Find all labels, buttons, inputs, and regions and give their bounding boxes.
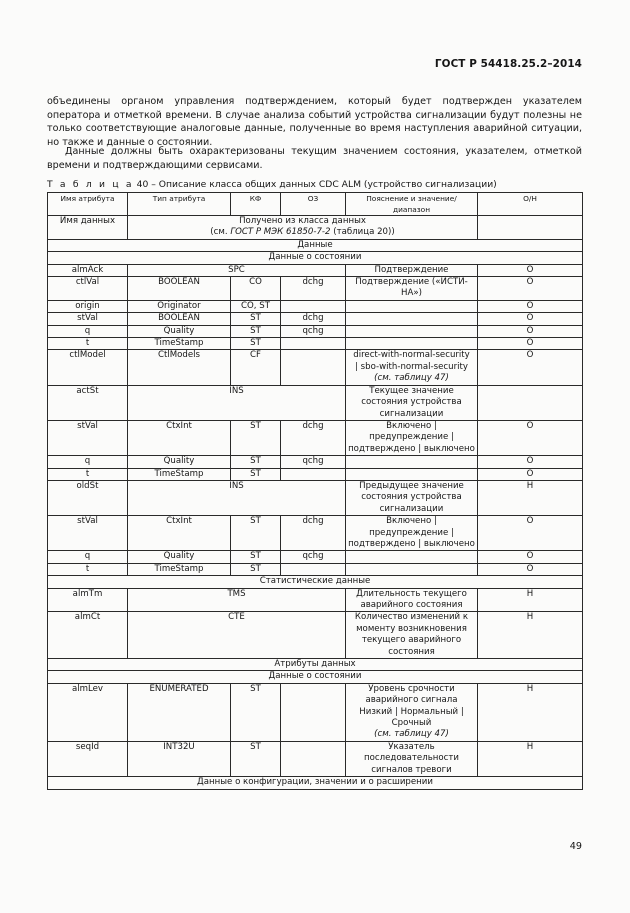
table-row <box>48 325 583 337</box>
cell-desc: Подтверждение («ИСТИ-НА») <box>346 277 478 301</box>
empty-cell <box>346 551 478 563</box>
desc-table-ref: (см. таблицу 47) <box>374 373 449 384</box>
cell-desc: Указатель последовательности сигналов тревоги <box>346 741 478 776</box>
cell-type: CtxInt <box>128 420 231 455</box>
empty-cell <box>346 456 478 468</box>
cell-fc: ST <box>231 338 281 350</box>
cell-name: almLev <box>48 683 128 741</box>
cell-type: BOOLEAN <box>128 313 231 325</box>
cell-type: INS <box>128 385 346 420</box>
cell-fc: ST <box>231 456 281 468</box>
empty-cell <box>478 385 583 420</box>
desc-line-3 <box>348 373 475 384</box>
derivation-standard-ref: ГОСТ Р МЭК 61850-7-2 <box>230 227 331 238</box>
section-row <box>48 252 583 264</box>
cell-name: t <box>48 468 128 480</box>
cell-type: Quality <box>128 551 231 563</box>
cell-type: INS <box>128 480 346 515</box>
cell-name: stVal <box>48 516 128 551</box>
section-configuration: Данные о конфигурации, значении и о расширении <box>48 777 583 789</box>
cell-type: CtlModels <box>128 350 231 385</box>
cell-name: stVal <box>48 313 128 325</box>
header-attribute-type: Тип атрибута <box>128 193 231 216</box>
cell-name: q <box>48 456 128 468</box>
table-caption-prefix: Т а б л и ц а <box>47 179 134 190</box>
table-caption <box>47 179 497 190</box>
cell-mo: H <box>478 612 583 659</box>
cell-mo: O <box>478 516 583 551</box>
cell-desc <box>346 683 478 741</box>
cell-desc: Подтверждение <box>346 264 478 276</box>
cell-mo: O <box>478 325 583 337</box>
cell-type: CTE <box>128 612 346 659</box>
empty-cell <box>281 468 346 480</box>
header-description: Пояснение и значение/диапазон <box>346 193 478 216</box>
cell-mo: O <box>478 264 583 276</box>
header-attribute-name: Имя атрибута <box>48 193 128 216</box>
section-row <box>48 576 583 588</box>
cell-trg: qchg <box>281 551 346 563</box>
cell-fc: ST <box>231 468 281 480</box>
empty-cell <box>346 313 478 325</box>
cell-trg: dchg <box>281 313 346 325</box>
section-status-1: Данные о состоянии <box>48 252 583 264</box>
table-caption-text: 40 – Описание класса общих данных CDC ALM (устройство сигнализации) <box>133 179 497 190</box>
desc-line-1: direct-with-normal-security <box>353 350 470 361</box>
table-row <box>48 385 583 420</box>
table-row <box>48 683 583 741</box>
desc-line-2: | sbo-with-normal-security <box>355 361 468 372</box>
cell-mo: O <box>478 468 583 480</box>
cell-desc: Предыдущее значение состояния устройства сигнализации <box>346 480 478 515</box>
cell-type: Quality <box>128 456 231 468</box>
empty-cell <box>346 325 478 337</box>
cell-name: almCt <box>48 612 128 659</box>
cell-mo: O <box>478 338 583 350</box>
cell-mo: H <box>478 588 583 612</box>
header-trigger-options: ОЗ <box>281 193 346 216</box>
cell-fc: ST <box>231 551 281 563</box>
empty-cell <box>281 300 346 312</box>
table-row <box>48 264 583 276</box>
header-mandatory-optional: О/Н <box>478 193 583 216</box>
section-row <box>48 659 583 671</box>
cell-fc: ST <box>231 313 281 325</box>
cell-fc: ST <box>231 683 281 741</box>
empty-cell <box>478 216 583 240</box>
desc-line-3 <box>348 729 475 740</box>
section-data-attributes: Атрибуты данных <box>48 659 583 671</box>
cell-name: actSt <box>48 385 128 420</box>
cell-mo: H <box>478 683 583 741</box>
cell-trg: dchg <box>281 516 346 551</box>
cell-mo: H <box>478 741 583 776</box>
cell-fc: CO <box>231 277 281 301</box>
empty-cell <box>346 563 478 575</box>
data-name-derivation <box>128 216 478 240</box>
cell-name: oldSt <box>48 480 128 515</box>
cell-type: TMS <box>128 588 346 612</box>
page-number: 49 <box>569 841 582 852</box>
empty-cell <box>281 338 346 350</box>
empty-cell <box>281 741 346 776</box>
empty-cell <box>346 300 478 312</box>
table-row <box>48 420 583 455</box>
derivation-post: (таблица 20)) <box>330 227 395 238</box>
cell-trg: dchg <box>281 420 346 455</box>
header-functional-constraint: КФ <box>231 193 281 216</box>
section-row <box>48 239 583 251</box>
cell-trg: qchg <box>281 325 346 337</box>
cell-mo: O <box>478 551 583 563</box>
cell-type: TimeStamp <box>128 468 231 480</box>
desc-line-1: Уровень срочности аварийного сигнала <box>365 683 458 706</box>
table-row <box>48 480 583 515</box>
desc-line-2: Низкий | Нормальный | Срочный <box>359 706 464 729</box>
cell-name: q <box>48 325 128 337</box>
table-row <box>48 313 583 325</box>
cell-type: CtxInt <box>128 516 231 551</box>
empty-cell <box>281 683 346 741</box>
cell-type: Originator <box>128 300 231 312</box>
cell-fc: CO, ST <box>231 300 281 312</box>
cell-desc: Включено | предупреждение | подтверждено | выключено <box>346 516 478 551</box>
table-row <box>48 468 583 480</box>
cell-fc: ST <box>231 325 281 337</box>
table-row <box>48 300 583 312</box>
table-row <box>48 741 583 776</box>
cell-name: almAck <box>48 264 128 276</box>
cell-name: stVal <box>48 420 128 455</box>
empty-cell <box>346 468 478 480</box>
cell-desc: Длительность текущего аварийного состояния <box>346 588 478 612</box>
cell-type: Quality <box>128 325 231 337</box>
cell-name: origin <box>48 300 128 312</box>
data-name-row <box>48 216 583 240</box>
table-row <box>48 588 583 612</box>
empty-cell <box>281 563 346 575</box>
cell-type: SPC <box>128 264 346 276</box>
section-statistics: Статистические данные <box>48 576 583 588</box>
cell-desc: Включено | предупреждение | подтверждено | выключено <box>346 420 478 455</box>
table-row <box>48 516 583 551</box>
cell-name: t <box>48 563 128 575</box>
cell-mo: O <box>478 456 583 468</box>
table-row <box>48 350 583 385</box>
cell-fc: ST <box>231 741 281 776</box>
document-id: ГОСТ Р 54418.25.2–2014 <box>434 58 582 70</box>
section-row <box>48 671 583 683</box>
empty-cell <box>281 350 346 385</box>
paragraph-1: объединены органом управления подтверждением, который будет подтвержден указателем оператора и отметкой времени. В случае анализа событий устройства сигнализации будут полезны не только соответствующие аналоговые данные, полученные во время наступления аварийной ситуации, но также и данные о состоянии. <box>47 96 582 148</box>
cell-mo: H <box>478 480 583 515</box>
cell-type: TimeStamp <box>128 563 231 575</box>
cell-mo: O <box>478 300 583 312</box>
table-row <box>48 277 583 301</box>
table-row <box>48 456 583 468</box>
cell-mo: O <box>478 420 583 455</box>
cell-trg: qchg <box>281 456 346 468</box>
cell-fc: ST <box>231 563 281 575</box>
derivation-line-1: Получено из класса данных <box>239 216 366 226</box>
table-row <box>48 338 583 350</box>
cell-desc <box>346 350 478 385</box>
cell-name: almTm <box>48 588 128 612</box>
derivation-line-2 <box>130 227 475 238</box>
section-status-2: Данные о состоянии <box>48 671 583 683</box>
cell-name: q <box>48 551 128 563</box>
section-row <box>48 777 583 789</box>
cell-type: ENUMERATED <box>128 683 231 741</box>
cell-type: TimeStamp <box>128 338 231 350</box>
empty-cell <box>346 338 478 350</box>
cell-mo: O <box>478 350 583 385</box>
cell-fc: ST <box>231 516 281 551</box>
table-row <box>48 551 583 563</box>
cdc-alm-table <box>47 192 583 790</box>
paragraph-2: Данные должны быть охарактеризованы текущим значением состояния, указателем, отметкой времени и подтверждающими сервисами. <box>47 146 582 171</box>
cell-desc: Количество изменений к моменту возникновения текущего аварийного состояния <box>346 612 478 659</box>
table-row <box>48 612 583 659</box>
cell-fc: ST <box>231 420 281 455</box>
table-row <box>48 563 583 575</box>
cell-mo: O <box>478 563 583 575</box>
section-data: Данные <box>48 239 583 251</box>
desc-table-ref: (см. таблицу 47) <box>374 729 449 740</box>
cell-name: ctlModel <box>48 350 128 385</box>
cell-mo: O <box>478 277 583 301</box>
cell-desc: Текущее значение состояния устройства сигнализации <box>346 385 478 420</box>
cell-type: INT32U <box>128 741 231 776</box>
data-name-label: Имя данных <box>48 216 128 240</box>
cell-name: seqId <box>48 741 128 776</box>
table-header-row <box>48 193 583 216</box>
derivation-pre: (см. <box>210 227 231 238</box>
cell-mo: O <box>478 313 583 325</box>
cell-name: ctlVal <box>48 277 128 301</box>
cell-type: BOOLEAN <box>128 277 231 301</box>
cell-name: t <box>48 338 128 350</box>
cell-fc: CF <box>231 350 281 385</box>
cell-trg: dchg <box>281 277 346 301</box>
